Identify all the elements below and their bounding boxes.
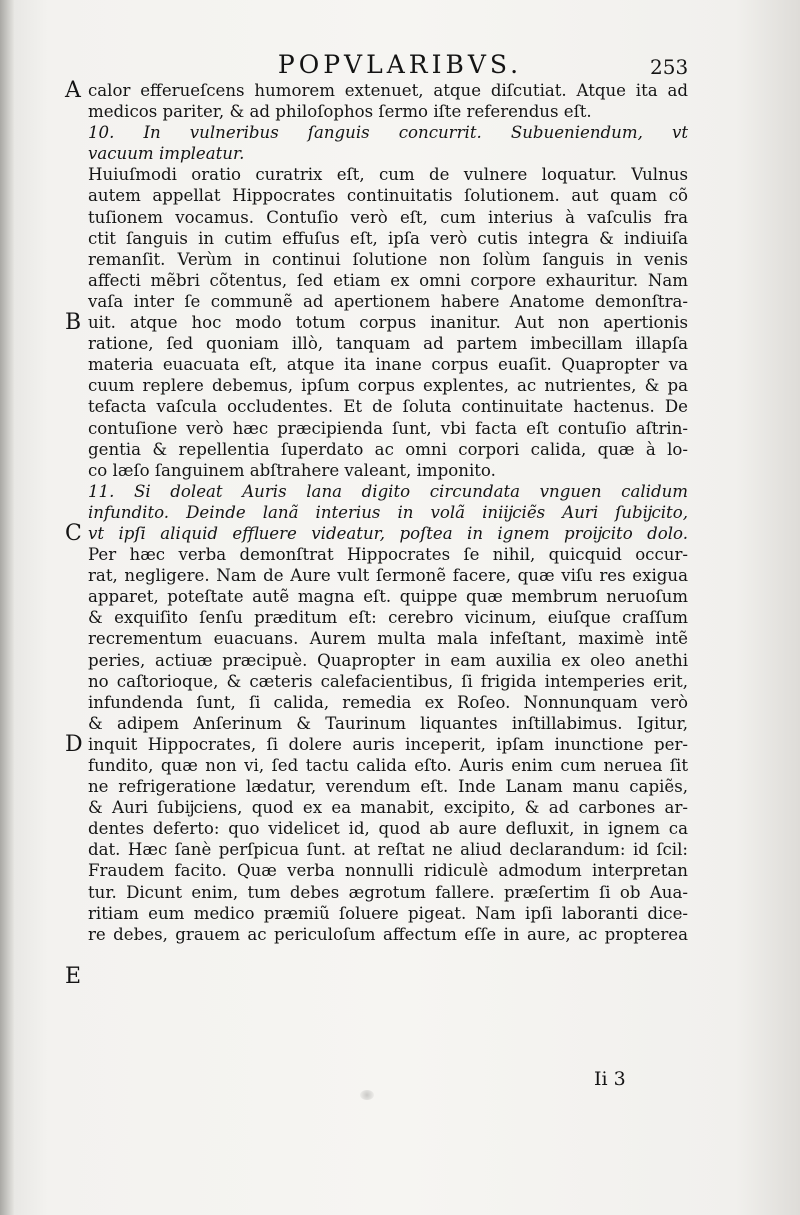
text-line: calor efferueſcens humorem extenuet, atque diſcutiat. Atque ita ad <box>88 81 688 100</box>
text-line: peries, actiuæ præcipuè. Quapropter in eam auxilia ex oleo anethi <box>88 650 688 670</box>
margin-letter: D <box>65 732 83 758</box>
text-line: Huiuſmodi oratio curatrix eſt, cum de vulnere loquatur. Vulnus <box>88 165 688 185</box>
text-line: materia euacuata eſt, atque ita inane corpus euaſit. Quapropter va <box>88 355 688 375</box>
text-line: 10. In vulneribus ſanguis concurrit. Subueniendum, vt <box>88 123 688 143</box>
text-line: dentes deferto: quo videlicet id, quod ab aure defluxit, in ignem ca <box>88 819 688 839</box>
text-line: contuſione verò hæc præcipienda ſunt, vbi facta eſt contuſio aſtrin- <box>88 418 688 438</box>
text-line: affecti mẽbri cõtentus, ſed etiam ex omni corpore exhauritur. Nam <box>88 270 688 290</box>
page-number: 253 <box>650 55 689 79</box>
margin-letter: E <box>65 964 82 990</box>
text-line: cuum replere debemus, ipſum corpus explentes, ac nutrientes, & pa <box>88 376 688 396</box>
text-line: vt ipſi aliquid effluere videatur, poſtea in ignem proĳcito dolo. <box>88 523 688 543</box>
text-line: apparet, poteſtate autẽ magna eſt. quippe quæ membrum neruoſum <box>88 587 688 607</box>
text-line: medicos pariter, & ad philoſophos ſermo iſte referendus eſt. <box>88 102 592 122</box>
text-line: co læſo ſanguinem abſtrahere valeant, imponito. <box>88 460 496 480</box>
text-line: inquit Hippocrates, ſi dolere auris inceperit, ipſam inunctione per- <box>88 734 688 754</box>
running-head: POPVLARIBVS. <box>277 50 523 79</box>
text-line: vacuum impleatur. <box>88 144 245 164</box>
text-line: tuſionem vocamus. Contuſio verò eſt, cum interius à vaſculis fra <box>88 207 688 227</box>
text-line: autem appellat Hippocrates continuitatis ſolutionem. aut quam cõ <box>88 186 688 206</box>
margin-letter: B <box>65 310 82 336</box>
text-line: tur. Dicunt enim, tum debes ægrotum fallere. præſertim ſi ob Aua- <box>88 882 688 902</box>
text-line: infundito. Deinde lanã interius in volã iniĳciẽs Auri ſubĳcito, <box>88 502 688 522</box>
text-line: ritiam eum medico præmiũ ſoluere pigeat. Nam ipſi laboranti dice- <box>88 903 688 923</box>
text-line: & adipem Anſerinum & Taurinum liquantes inſtillabimus. Igitur, <box>88 713 688 733</box>
text-line: no caſtorioque, & cæteris calefacientibus, ſi frigida intemperies erit, <box>88 671 688 691</box>
text-line: rat, negligere. Nam de Aure vult ſermonẽ facere, quæ viſu res exigua <box>88 566 688 586</box>
ink-smudge <box>360 1090 374 1100</box>
text-line: vaſa inter ſe communẽ ad apertionem habere Anatome demonſtra- <box>88 291 688 311</box>
body-text <box>88 80 688 945</box>
text-line: tefacta vaſcula occludentes. Et de ſoluta continuitate hactenus. De <box>88 397 688 417</box>
text-line: Per hæc verba demonſtrat Hippocrates ſe nihil, quicquid occur- <box>88 545 688 565</box>
text-line: ratione, ſed quoniam illò, tanquam ad partem imbecillam illapſa <box>88 334 688 354</box>
margin-letter: C <box>65 521 82 547</box>
text-line: ctit ſanguis in cutim effuſus eſt, ipſa verò cutis integra & indiuiſa <box>88 228 688 248</box>
text-line: remanſit. Verùm in continui ſolutione non ſolùm ſanguis in venis <box>88 249 688 269</box>
text-line: fundito, quæ non vi, ſed tactu calida eſto. Auris enim cum neruea ſit <box>88 756 688 775</box>
text-line: & exquiſito ſenſu præditum eſt: cerebro vicinum, eiuſque craſſum <box>88 608 688 628</box>
page-binding-shadow <box>0 0 14 1215</box>
text-line: recrementum euacuans. Aurem multa mala infeſtant, maximè intẽ <box>88 629 688 649</box>
text-line: re debes, grauem ac periculoſum affectum eſſe in aure, ac propterea <box>88 924 688 944</box>
margin-letter: A <box>65 78 81 103</box>
text-line: uit. atque hoc modo totum corpus inanitur. Aut non apertionis <box>88 313 688 333</box>
text-line: Fraudem facito. Quæ verba nonnulli ridiculè admodum interpretan <box>88 861 688 881</box>
signature-mark: Ii 3 <box>594 1068 626 1090</box>
text-line: gentia & repellentia ſuperdato ac omni corpori calida, quæ à lo- <box>88 439 688 459</box>
text-line: & Auri ſubĳciens, quod ex ea manabit, excipito, & ad carbones ar- <box>88 798 688 818</box>
text-line: ne refrigeratione lædatur, verendum eſt. Inde Lanam manu capiẽs, <box>88 777 688 797</box>
text-line: dat. Hæc ſanè perſpicua ſunt. at reſtat ne aliud declarandum: id ſcil: <box>88 840 688 860</box>
text-line: 11. Si doleat Auris lana digito circundata vnguen calidum <box>88 481 688 501</box>
text-line: infundenda ſunt, ſi calida, remedia ex Roſeo. Nonnunquam verò <box>88 692 688 712</box>
